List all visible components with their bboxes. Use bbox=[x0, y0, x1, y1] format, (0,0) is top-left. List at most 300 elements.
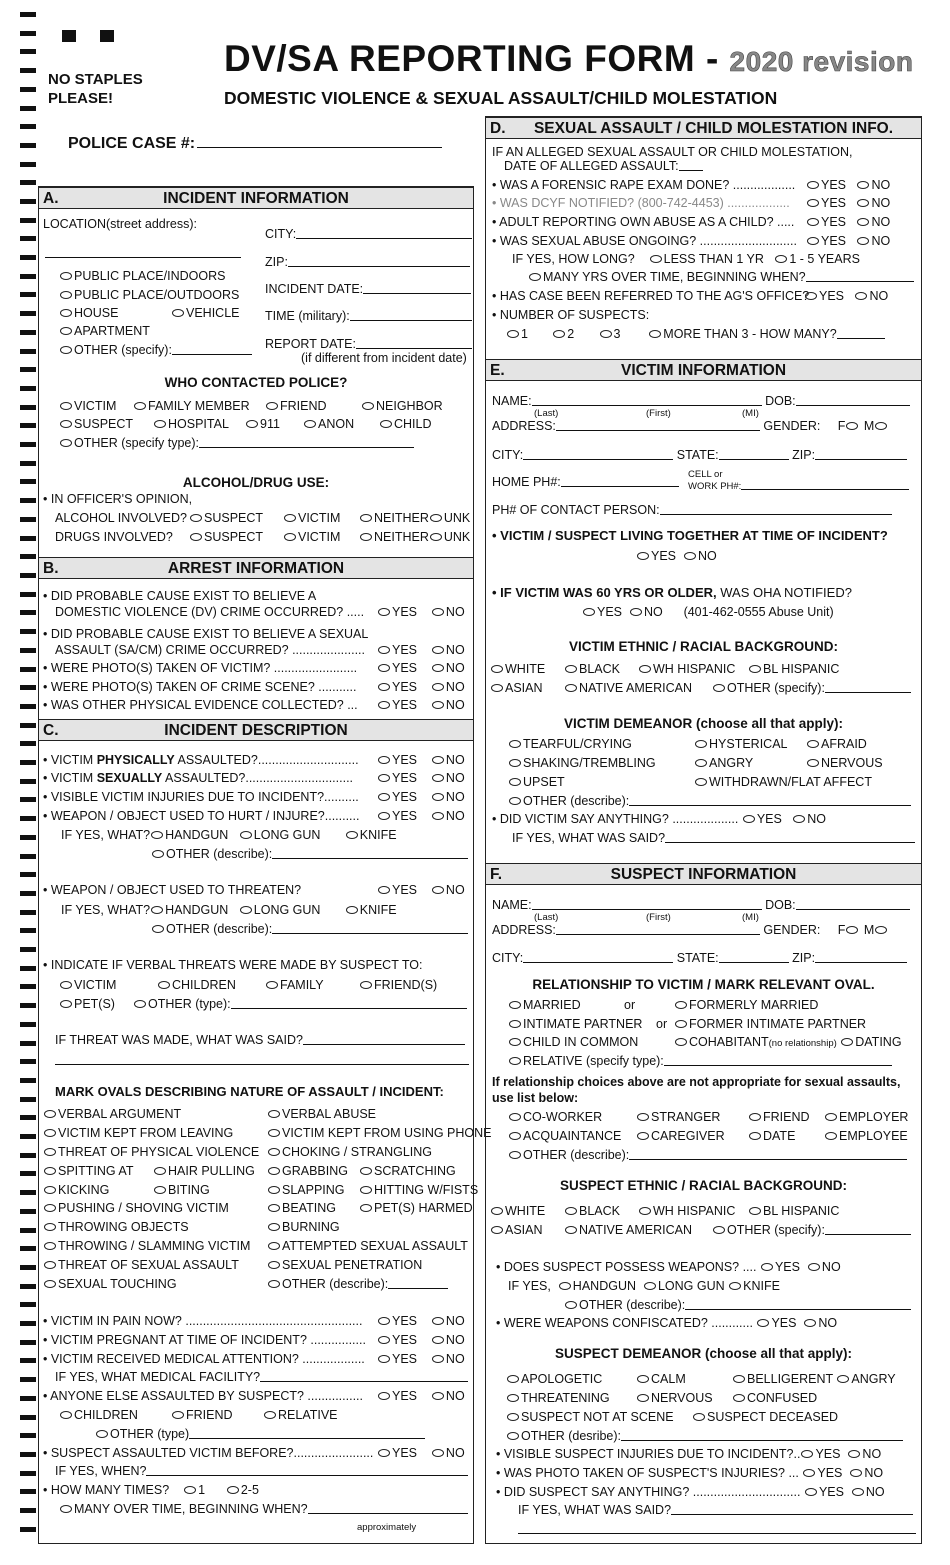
loc-public-indoors[interactable]: PUBLIC PLACE/INDOORS bbox=[59, 269, 225, 284]
s-black[interactable]: BLACK bbox=[564, 1204, 620, 1219]
timing-mark bbox=[20, 498, 36, 503]
s-whisp[interactable]: WH HISPANIC bbox=[638, 1204, 735, 1219]
c-q1-yes-no[interactable]: YES NO bbox=[377, 753, 465, 768]
who-contacted-heading: WHO CONTACTED POLICE? bbox=[164, 375, 348, 390]
c-anyone-else: • ANYONE ELSE ASSAULTED BY SUSPECT? ................ bbox=[43, 1389, 363, 1403]
who-anon[interactable]: ANON bbox=[303, 417, 354, 432]
sd-other[interactable]: OTHER (desribe): bbox=[506, 1429, 903, 1444]
assault-oval[interactable]: KICKING bbox=[43, 1183, 109, 1198]
zip-field[interactable]: ZIP: bbox=[265, 255, 470, 270]
rel-formerly[interactable]: FORMERLY MARRIED bbox=[674, 998, 818, 1013]
medical-facility[interactable]: IF YES, WHAT MEDICAL FACILITY? bbox=[55, 1370, 468, 1385]
timing-mark bbox=[20, 760, 36, 765]
c-q3: • VISIBLE VICTIM INJURIES DUE TO INCIDENT?.......... bbox=[43, 790, 359, 804]
rel-intimate[interactable]: INTIMATE PARTNER bbox=[508, 1017, 642, 1032]
timing-mark bbox=[20, 236, 36, 241]
sd-apologetic[interactable]: APOLOGETIC bbox=[506, 1372, 602, 1387]
weapons-confiscated[interactable]: • WERE WEAPONS CONFISCATED? ............ YES NO bbox=[496, 1316, 838, 1330]
timing-mark bbox=[20, 1190, 36, 1195]
alcohol-victim[interactable]: VICTIM bbox=[283, 511, 340, 526]
d-date-field[interactable]: DATE OF ALLEGED ASSAULT: bbox=[504, 159, 703, 174]
timing-mark bbox=[20, 1209, 36, 1214]
vd-withdrawn[interactable]: WITHDRAWN/FLAT AFFECT bbox=[694, 775, 872, 790]
section-c-header: C. INCIDENT DESCRIPTION bbox=[39, 719, 473, 741]
oha-yn[interactable]: YES NO (401-462-0555 Abuse Unit) bbox=[582, 605, 834, 620]
timing-mark bbox=[20, 779, 36, 784]
rel-acquaintance[interactable]: ACQUAINTANCE bbox=[508, 1129, 621, 1144]
threat-pets[interactable]: PET(S) bbox=[59, 997, 115, 1012]
assault-oval[interactable]: OTHER (describe): bbox=[267, 1277, 448, 1292]
assault-oval[interactable]: HITTING W/FISTS bbox=[359, 1183, 478, 1198]
suspect-weapon-types[interactable]: IF YES, HANDGUN LONG GUN KNIFE bbox=[508, 1279, 780, 1293]
sd-deceased[interactable]: SUSPECT DECEASED bbox=[692, 1410, 838, 1425]
timing-mark bbox=[20, 106, 36, 111]
incident-date-field[interactable]: INCIDENT DATE: bbox=[265, 282, 471, 297]
hurt-weapon-other[interactable]: OTHER (describe): bbox=[151, 847, 468, 862]
alcohol-label: ALCOHOL INVOLVED? bbox=[55, 511, 187, 525]
b-q5: • WAS OTHER PHYSICAL EVIDENCE COLLECTED? ... bbox=[43, 698, 358, 712]
c-else-yes-no[interactable]: YES NO bbox=[377, 1389, 465, 1404]
timing-mark bbox=[20, 835, 36, 840]
assault-oval[interactable]: PUSHING / SHOVING VICTIM bbox=[43, 1201, 229, 1216]
rel-child[interactable]: CHILD IN COMMON bbox=[508, 1035, 638, 1050]
sd-threatening[interactable]: THREATENING bbox=[506, 1391, 610, 1406]
b-q2b: ASSAULT (SA/CM) CRIME OCCURRED? ..................... bbox=[55, 643, 365, 657]
drugs-victim[interactable]: VICTIM bbox=[283, 530, 340, 545]
rel-former-intimate[interactable]: FORMER INTIMATE PARTNER bbox=[674, 1017, 866, 1032]
b-q4: • WERE PHOTO(S) TAKEN OF CRIME SCENE? ........... bbox=[43, 680, 357, 694]
timing-mark bbox=[20, 292, 36, 297]
d-q2-yes-no[interactable]: YES NO bbox=[806, 196, 890, 211]
rel-date[interactable]: DATE bbox=[748, 1129, 795, 1144]
vd-angry[interactable]: ANGRY bbox=[694, 756, 753, 771]
timing-mark bbox=[20, 947, 36, 952]
timing-mark bbox=[20, 87, 36, 92]
assault-oval[interactable]: BEATING bbox=[267, 1201, 336, 1216]
timing-mark bbox=[20, 1059, 36, 1064]
sd-confused[interactable]: CONFUSED bbox=[732, 1391, 817, 1406]
timing-mark bbox=[20, 797, 36, 802]
timing-mark bbox=[20, 199, 36, 204]
timing-mark bbox=[20, 1097, 36, 1102]
d-q5-yes-no[interactable]: YES NO bbox=[804, 289, 888, 304]
drugs-suspect[interactable]: SUSPECT bbox=[189, 530, 263, 545]
timing-mark bbox=[20, 461, 36, 466]
mi-note: (MI) bbox=[742, 408, 759, 419]
victim-say[interactable]: • DID VICTIM SAY ANYTHING? ................... YES NO bbox=[492, 812, 826, 826]
rel-caregiver[interactable]: CAREGIVER bbox=[636, 1129, 725, 1144]
timing-mark bbox=[20, 1489, 36, 1494]
timing-mark bbox=[20, 723, 36, 728]
v-blhisp[interactable]: BL HISPANIC bbox=[748, 662, 839, 677]
timing-mark bbox=[20, 367, 36, 372]
vd-afraid[interactable]: AFRAID bbox=[806, 737, 867, 752]
rel-married[interactable]: MARRIED bbox=[508, 998, 581, 1013]
who-friend[interactable]: FRIEND bbox=[265, 399, 327, 414]
timing-mark bbox=[20, 1153, 36, 1158]
mark-ovals-heading: MARK OVALS DESCRIBING NATURE OF ASSAULT / INCIDENT: bbox=[55, 1084, 444, 1099]
timing-mark bbox=[20, 910, 36, 915]
suspect-name-field[interactable]: NAME: DOB: bbox=[492, 898, 910, 913]
rel-employer[interactable]: EMPLOYER bbox=[824, 1110, 908, 1125]
last-note: (Last) bbox=[534, 408, 559, 419]
approximately-note: approximately bbox=[357, 1522, 417, 1533]
assault-oval[interactable]: THREAT OF PHYSICAL VIOLENCE bbox=[43, 1145, 259, 1160]
drugs-neither[interactable]: NEITHER UNK bbox=[359, 530, 470, 545]
c-pain: • VICTIM IN PAIN NOW? ................................................... bbox=[43, 1314, 363, 1328]
c-pregnant: • VICTIM PREGNANT AT TIME OF INCIDENT? ................ bbox=[43, 1333, 366, 1347]
assault-oval[interactable]: HAIR PULLING bbox=[153, 1164, 255, 1179]
timing-mark bbox=[20, 704, 36, 709]
victim-said-field[interactable]: IF YES, WHAT WAS SAID? bbox=[512, 831, 915, 846]
timing-mark bbox=[20, 49, 36, 54]
how-many-times[interactable]: • HOW MANY TIMES? 1 2-5 bbox=[43, 1483, 259, 1497]
timing-mark bbox=[20, 1471, 36, 1476]
victim-address-field[interactable]: ADDRESS: GENDER: F M bbox=[492, 419, 889, 434]
threat-children[interactable]: CHILDREN bbox=[157, 978, 236, 993]
who-hospital[interactable]: HOSPITAL bbox=[153, 417, 229, 432]
corner-mark-1 bbox=[62, 30, 76, 42]
section-d-header: D. SEXUAL ASSAULT / CHILD MOLESTATION INFO. bbox=[486, 117, 921, 139]
suspect-weapon-other[interactable]: OTHER (describe): bbox=[564, 1298, 911, 1313]
b-q1a: • DID PROBABLE CAUSE EXIST TO BELIEVE A bbox=[43, 589, 317, 603]
c-before: • SUSPECT ASSAULTED VICTIM BEFORE?....................... bbox=[43, 1446, 374, 1460]
loc-vehicle[interactable]: VEHICLE bbox=[171, 306, 240, 321]
timing-mark bbox=[20, 349, 36, 354]
v-native[interactable]: NATIVE AMERICAN bbox=[564, 681, 692, 696]
suspect-ethnic-heading: SUSPECT ETHNIC / RACIAL BACKGROUND: bbox=[559, 1178, 847, 1193]
timing-mark bbox=[20, 1433, 36, 1438]
timing-mark bbox=[20, 573, 36, 578]
rel-cohab[interactable]: COHABITANT(no relationship) DATING bbox=[674, 1035, 902, 1051]
d-intro: IF AN ALLEGED SEXUAL ASSAULT OR CHILD MOLESTATION, bbox=[492, 145, 853, 159]
cell-or: CELL or bbox=[688, 469, 723, 480]
timing-mark bbox=[20, 629, 36, 634]
who-suspect[interactable]: SUSPECT bbox=[59, 417, 133, 432]
timing-mark bbox=[20, 180, 36, 185]
assault-oval[interactable]: GRABBING bbox=[267, 1164, 348, 1179]
how-long-row[interactable]: IF YES, HOW LONG? LESS THAN 1 YR 1 - 5 YEARS bbox=[512, 252, 860, 266]
b-q3-yes-no[interactable]: YES NO bbox=[377, 661, 465, 676]
living-together: • VICTIM / SUSPECT LIVING TOGETHER AT TIME OF INCIDENT? bbox=[492, 528, 888, 543]
timing-mark bbox=[20, 274, 36, 279]
timing-mark bbox=[20, 330, 36, 335]
timing-mark bbox=[20, 592, 36, 597]
timing-mark bbox=[20, 31, 36, 36]
threat-weapon-other[interactable]: OTHER (describe): bbox=[151, 922, 468, 937]
loc-apartment[interactable]: APARTMENT bbox=[59, 324, 150, 339]
else-relative[interactable]: RELATIVE bbox=[263, 1408, 338, 1423]
timing-mark bbox=[20, 1228, 36, 1233]
if-relationship-note: If relationship choices above are not appropriate for sexual assaults, bbox=[492, 1075, 901, 1089]
oha-question: • IF VICTIM WAS 60 YRS OR OLDER, WAS OHA NOTIFIED? bbox=[492, 585, 852, 600]
timing-mark bbox=[20, 311, 36, 316]
timing-mark bbox=[20, 255, 36, 260]
first-note: (First) bbox=[646, 408, 671, 419]
s-first-note: (First) bbox=[646, 912, 671, 923]
assault-oval[interactable]: SPITTING AT bbox=[43, 1164, 133, 1179]
assault-oval[interactable]: VICTIM KEPT FROM LEAVING bbox=[43, 1126, 233, 1141]
timing-mark bbox=[20, 741, 36, 746]
suspect-said-field[interactable]: IF YES, WHAT WAS SAID? bbox=[518, 1503, 913, 1518]
city-field[interactable]: CITY: bbox=[265, 227, 472, 242]
section-a-header: A. INCIDENT INFORMATION bbox=[39, 187, 473, 209]
verbal-threats: • INDICATE IF VERBAL THREATS WERE MADE BY SUSPECT TO: bbox=[43, 958, 423, 972]
assault-oval[interactable]: BURNING bbox=[267, 1220, 340, 1235]
police-case-field[interactable]: POLICE CASE #: bbox=[68, 135, 442, 153]
right-panel bbox=[485, 116, 922, 1544]
s-asian[interactable]: ASIAN bbox=[490, 1223, 543, 1238]
c-q5: • WEAPON / OBJECT USED TO THREATEN? bbox=[43, 883, 302, 897]
assault-oval[interactable]: PET(S) HARMED bbox=[359, 1201, 473, 1216]
timing-mark bbox=[20, 891, 36, 896]
b-q2-yes-no[interactable]: YES NO bbox=[377, 643, 465, 658]
rel-employee[interactable]: EMPLOYEE bbox=[824, 1129, 908, 1144]
vd-nervous[interactable]: NERVOUS bbox=[806, 756, 883, 771]
timing-mark bbox=[20, 928, 36, 933]
d-q1-yes-no[interactable]: YES NO bbox=[806, 178, 890, 193]
assault-oval[interactable]: VERBAL ARGUMENT bbox=[43, 1107, 181, 1122]
assault-oval[interactable]: SEXUAL PENETRATION bbox=[267, 1258, 422, 1273]
d-q3-yes-no[interactable]: YES NO bbox=[806, 215, 890, 230]
b-q2a: • DID PROBABLE CAUSE EXIST TO BELIEVE A SEXUAL bbox=[43, 627, 369, 641]
c-pain-yes-no[interactable]: YES NO bbox=[377, 1314, 465, 1329]
section-e-header: E. VICTIM INFORMATION bbox=[486, 359, 921, 381]
living-yn[interactable]: YES NO bbox=[636, 549, 717, 564]
b-q3: • WERE PHOTO(S) TAKEN OF VICTIM? ........................ bbox=[43, 661, 358, 675]
loc-house[interactable]: HOUSE bbox=[59, 306, 118, 321]
cell-phone-field[interactable]: WORK PH#: bbox=[688, 479, 909, 494]
s-other[interactable]: OTHER (specify): bbox=[712, 1223, 911, 1238]
assault-oval[interactable]: THREAT OF SEXUAL ASSAULT bbox=[43, 1258, 239, 1273]
c-q1: • VICTIM PHYSICALLY ASSAULTED?............................. bbox=[43, 753, 359, 767]
timing-mark bbox=[20, 1171, 36, 1176]
timing-mark bbox=[20, 423, 36, 428]
form-title: DV/SA REPORTING FORM - 2020 revision bbox=[224, 38, 914, 79]
victim-demeanor-heading: VICTIM DEMEANOR (choose all that apply): bbox=[563, 716, 844, 731]
who-family[interactable]: FAMILY MEMBER bbox=[133, 399, 250, 414]
v-asian[interactable]: ASIAN bbox=[490, 681, 543, 696]
timing-mark bbox=[20, 984, 36, 989]
who-victim[interactable]: VICTIM bbox=[59, 399, 116, 414]
rel-relative[interactable]: RELATIVE (specify type): bbox=[508, 1054, 892, 1069]
else-other[interactable]: OTHER (type) bbox=[95, 1427, 425, 1442]
vd-shaking[interactable]: SHAKING/TREMBLING bbox=[508, 756, 656, 771]
report-date-field[interactable]: REPORT DATE: bbox=[265, 337, 472, 352]
timing-mark bbox=[20, 1022, 36, 1027]
suspect-say[interactable]: • DID SUSPECT SAY ANYTHING? ............................... YES NO bbox=[496, 1485, 885, 1499]
timing-mark bbox=[20, 68, 36, 73]
timing-mark bbox=[20, 966, 36, 971]
timing-mark bbox=[20, 1396, 36, 1401]
timing-mark bbox=[20, 124, 36, 129]
vd-hysterical[interactable]: HYSTERICAL bbox=[694, 737, 788, 752]
s-mi-note: (MI) bbox=[742, 912, 759, 923]
timing-mark bbox=[20, 554, 36, 559]
threat-victim[interactable]: VICTIM bbox=[59, 978, 116, 993]
v-white[interactable]: WHITE bbox=[490, 662, 545, 677]
sd-not-at-scene[interactable]: SUSPECT NOT AT SCENE bbox=[506, 1410, 674, 1425]
v-other[interactable]: OTHER (specify): bbox=[712, 681, 911, 696]
c-q4-yes-no[interactable]: YES NO bbox=[377, 809, 465, 824]
assault-oval[interactable]: SLAPPING bbox=[267, 1183, 345, 1198]
threat-family[interactable]: FAMILY bbox=[265, 978, 324, 993]
alcohol-neither[interactable]: NEITHER UNK bbox=[359, 511, 470, 526]
b-q4-yes-no[interactable]: YES NO bbox=[377, 680, 465, 695]
d-q6: • NUMBER OF SUSPECTS: bbox=[492, 308, 650, 322]
timing-mark bbox=[20, 1265, 36, 1270]
assault-oval[interactable]: BITING bbox=[153, 1183, 210, 1198]
location-label: LOCATION(street address): bbox=[43, 217, 197, 231]
threat-friends[interactable]: FRIEND(S) bbox=[359, 978, 437, 993]
hurt-weapon-row[interactable]: IF YES, WHAT? HANDGUN LONG GUN KNIFE bbox=[61, 828, 397, 842]
section-b-header: B. ARREST INFORMATION bbox=[39, 557, 473, 579]
suspect-count-row[interactable]: 1 2 3 MORE THAN 3 - HOW MANY? bbox=[506, 327, 885, 342]
assault-oval[interactable]: CHOKING / STRANGLING bbox=[267, 1145, 432, 1160]
timing-mark bbox=[20, 1508, 36, 1513]
timing-mark bbox=[20, 667, 36, 672]
s-blhisp[interactable]: BL HISPANIC bbox=[748, 1204, 839, 1219]
rel-coworker[interactable]: CO-WORKER bbox=[508, 1110, 602, 1125]
timing-mark bbox=[20, 1246, 36, 1251]
suspect-weapons[interactable]: • DOES SUSPECT POSSESS WEAPONS? .... YES NO bbox=[496, 1260, 841, 1274]
suspect-city-row[interactable]: CITY: STATE: ZIP: bbox=[492, 951, 907, 966]
c-pregnant-yes-no[interactable]: YES NO bbox=[377, 1333, 465, 1348]
assault-oval[interactable]: THROWING OBJECTS bbox=[43, 1220, 189, 1235]
victim-city-row[interactable]: CITY: STATE: ZIP: bbox=[492, 448, 907, 463]
victim-name-field[interactable]: NAME: DOB: bbox=[492, 394, 910, 409]
c-q2: • VICTIM SEXUALLY ASSAULTED?............................... bbox=[43, 771, 354, 785]
vd-upset[interactable]: UPSET bbox=[508, 775, 565, 790]
suspect-address-field[interactable]: ADDRESS: GENDER: F M bbox=[492, 923, 889, 938]
s-native[interactable]: NATIVE AMERICAN bbox=[564, 1223, 692, 1238]
alcohol-suspect[interactable]: SUSPECT bbox=[189, 511, 263, 526]
before-when[interactable]: IF YES, WHEN? bbox=[55, 1464, 468, 1479]
d-q4: • WAS SEXUAL ABUSE ONGOING? ............................ bbox=[492, 234, 797, 248]
timing-mark bbox=[20, 1115, 36, 1120]
loc-public-outdoors[interactable]: PUBLIC PLACE/OUTDOORS bbox=[59, 288, 239, 303]
v-black[interactable]: BLACK bbox=[564, 662, 620, 677]
rel-stranger[interactable]: STRANGER bbox=[636, 1110, 720, 1125]
s-white[interactable]: WHITE bbox=[490, 1204, 545, 1219]
timing-mark bbox=[20, 218, 36, 223]
many-over-time[interactable]: MANY OVER TIME, BEGINNING WHEN? bbox=[59, 1502, 468, 1517]
sd-belligerent[interactable]: BELLIGERENT ANGRY bbox=[732, 1372, 896, 1387]
who-other[interactable]: OTHER (specify type): bbox=[59, 436, 414, 451]
rel-or-1: or bbox=[624, 998, 636, 1012]
relationship-heading: RELATIONSHIP TO VICTIM / MARK RELEVANT OVAL. bbox=[532, 977, 875, 992]
assault-oval[interactable]: THROWING / SLAMMING VICTIM bbox=[43, 1239, 250, 1254]
drugs-label: DRUGS INVOLVED? bbox=[55, 530, 173, 544]
c-before-yes-no[interactable]: YES NO bbox=[377, 1446, 465, 1461]
timing-mark bbox=[20, 143, 36, 148]
rel-or-2: or bbox=[656, 1017, 668, 1031]
else-children[interactable]: CHILDREN bbox=[59, 1408, 138, 1423]
timing-mark bbox=[20, 1284, 36, 1289]
threat-other[interactable]: OTHER (type): bbox=[133, 997, 467, 1012]
timing-mark bbox=[20, 872, 36, 877]
timing-mark bbox=[20, 1302, 36, 1307]
b-q1-yes-no[interactable]: YES NO bbox=[377, 605, 465, 620]
timing-mark bbox=[20, 1415, 36, 1420]
assault-oval[interactable]: SEXUAL TOUCHING bbox=[43, 1277, 177, 1292]
c-medical-yes-no[interactable]: YES NO bbox=[377, 1352, 465, 1367]
threat-said[interactable]: IF THREAT WAS MADE, WHAT WAS SAID? bbox=[55, 1033, 465, 1048]
suspect-photo[interactable]: • WAS PHOTO TAKEN OF SUSPECT'S INJURIES? ... YES NO bbox=[496, 1466, 884, 1480]
timing-mark bbox=[20, 1134, 36, 1139]
timing-mark bbox=[20, 648, 36, 653]
c-q5-yes-no[interactable]: YES NO bbox=[377, 883, 465, 898]
victim-ethnic-heading: VICTIM ETHNIC / RACIAL BACKGROUND: bbox=[569, 639, 838, 654]
else-friend[interactable]: FRIEND bbox=[171, 1408, 233, 1423]
timing-mark bbox=[20, 442, 36, 447]
time-field[interactable]: TIME (military): bbox=[265, 309, 472, 324]
many-years-row[interactable]: MANY YRS OVER TIME, BEGINNING WHEN? bbox=[528, 270, 914, 285]
d-q4-yes-no[interactable]: YES NO bbox=[806, 234, 890, 249]
section-f-header: F. SUSPECT INFORMATION bbox=[486, 863, 921, 885]
timing-mark bbox=[20, 816, 36, 821]
form-subtitle: DOMESTIC VIOLENCE & SEXUAL ASSAULT/CHILD MOLESTATION bbox=[224, 88, 778, 108]
use-list-note: use list below: bbox=[492, 1091, 579, 1105]
timing-mark bbox=[20, 162, 36, 167]
timing-mark bbox=[20, 1527, 36, 1532]
who-neighbor[interactable]: NEIGHBOR bbox=[361, 399, 443, 414]
timing-mark bbox=[20, 1377, 36, 1382]
who-child[interactable]: CHILD bbox=[379, 417, 432, 432]
timing-mark bbox=[20, 479, 36, 484]
d-q3: • ADULT REPORTING OWN ABUSE AS A CHILD? ..... bbox=[492, 215, 795, 229]
d-q1: • WAS A FORENSIC RAPE EXAM DONE? .................. bbox=[492, 178, 796, 192]
assault-oval[interactable]: VICTIM KEPT FROM USING PHONE bbox=[267, 1126, 492, 1141]
c-q2-yes-no[interactable]: YES NO bbox=[377, 771, 465, 786]
c-q3-yes-no[interactable]: YES NO bbox=[377, 790, 465, 805]
timing-mark bbox=[20, 685, 36, 690]
b-q5-yes-no[interactable]: YES NO bbox=[377, 698, 465, 713]
timing-mark bbox=[20, 536, 36, 541]
who-911[interactable]: 911 bbox=[245, 417, 280, 432]
d-q2: • WAS DCYF NOTIFIED? (800-742-4453) .................. bbox=[492, 196, 790, 210]
timing-mark bbox=[20, 386, 36, 391]
loc-other[interactable]: OTHER (specify): bbox=[59, 343, 252, 358]
rel-friend[interactable]: FRIEND bbox=[748, 1110, 810, 1125]
rel-other[interactable]: OTHER (describe): bbox=[508, 1148, 907, 1163]
vd-other[interactable]: OTHER (describe): bbox=[508, 794, 911, 809]
assault-oval[interactable]: ATTEMPTED SEXUAL ASSAULT bbox=[267, 1239, 468, 1254]
timing-mark bbox=[20, 405, 36, 410]
timing-mark bbox=[20, 517, 36, 522]
threat-weapon-row[interactable]: IF YES, WHAT? HANDGUN LONG GUN KNIFE bbox=[61, 903, 397, 917]
suspect-injuries[interactable]: • VISIBLE SUSPECT INJURIES DUE TO INCIDENT?.. YES NO bbox=[496, 1447, 882, 1461]
home-phone-field[interactable]: HOME PH#: bbox=[492, 475, 679, 490]
assault-oval[interactable]: SCRATCHING bbox=[359, 1164, 456, 1179]
vd-tearful[interactable]: TEARFUL/CRYING bbox=[508, 737, 632, 752]
timing-mark bbox=[20, 1078, 36, 1083]
corner-mark-2 bbox=[100, 30, 114, 42]
d-q5: • HAS CASE BEEN REFERRED TO THE AG'S OFFICE? bbox=[492, 289, 810, 303]
timing-mark bbox=[20, 610, 36, 615]
left-panel bbox=[38, 186, 492, 1544]
report-date-note: (if different from incident date) bbox=[301, 351, 467, 365]
timing-mark bbox=[20, 1003, 36, 1008]
c-q4: • WEAPON / OBJECT USED TO HURT / INJURE?.......... bbox=[43, 809, 360, 823]
timing-mark bbox=[20, 1340, 36, 1345]
contact-phone-field[interactable]: PH# OF CONTACT PERSON: bbox=[492, 503, 892, 518]
alcohol-drug-heading: ALCOHOL/DRUG USE: bbox=[182, 475, 330, 490]
v-whisp[interactable]: WH HISPANIC bbox=[638, 662, 735, 677]
assault-oval[interactable]: VERBAL ABUSE bbox=[267, 1107, 376, 1122]
sd-nervous[interactable]: NERVOUS bbox=[636, 1391, 713, 1406]
sd-calm[interactable]: CALM bbox=[636, 1372, 686, 1387]
